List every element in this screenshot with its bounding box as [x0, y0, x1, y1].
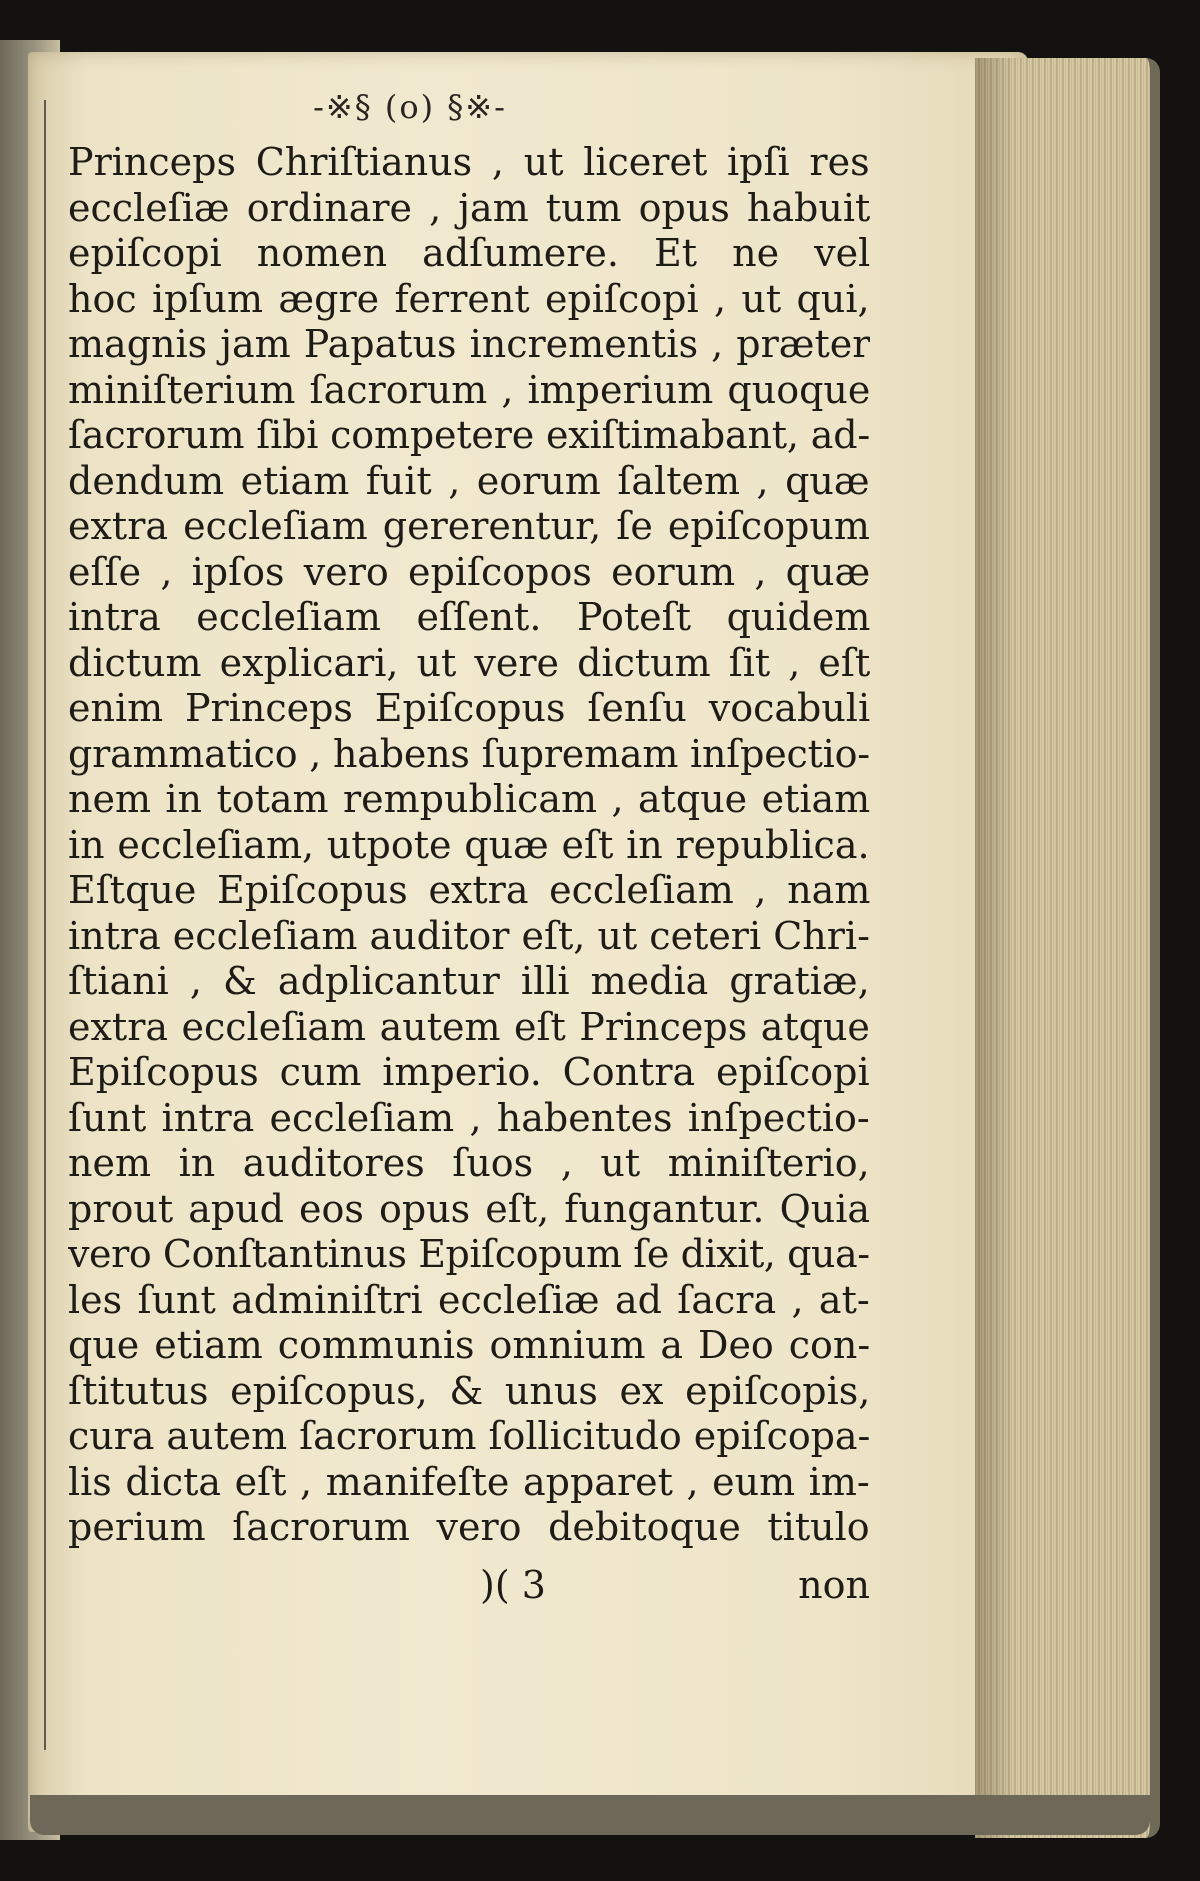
text-line: Epiſcopus cum imperio. Contra epiſcopi — [68, 1050, 870, 1094]
catchword: non — [798, 1563, 870, 1607]
page-edge-shadow — [975, 58, 1015, 1838]
text-line: dictum explicari, ut vere dictum ſit , eſt — [68, 640, 870, 685]
text-line: magnis jam Papatus incrementis , præter — [68, 322, 870, 366]
text-line: miniſterium ſacrorum , imperium quoque — [68, 367, 870, 412]
text-line: que etiam communis omnium a Deo con- — [68, 1323, 870, 1367]
text-line: lis dicta eſt , manifeſte apparet , eum im- — [68, 1459, 870, 1504]
gutter-line — [44, 100, 46, 1750]
text-line: extra eccleſiam gererentur, ſe epiſcopum — [68, 504, 870, 548]
page-body-text — [68, 140, 870, 1551]
text-line: enim Princeps Epiſcopus ſenſu vocabuli — [68, 686, 870, 730]
text-line: hoc ipſum ægre ferrent epiſcopi , ut qui, — [68, 276, 870, 321]
text-line: ſacrorum ſibi competere exiſtimabant, ad- — [68, 413, 870, 457]
text-line: Princeps Chriſtianus , ut liceret ipſi res — [68, 140, 870, 184]
text-line: grammatico , habens ſupremam inſpectio- — [68, 731, 870, 776]
text-line: intra eccleſiam auditor eſt, ut ceteri Chri- — [68, 913, 870, 958]
text-line: eccleſiæ ordinare , jam tum opus habuit — [68, 185, 870, 230]
text-line: ſtiani , & adplicantur illi media gratiæ, — [68, 959, 870, 1003]
text-line: epiſcopi nomen adſumere. Et ne vel — [68, 231, 870, 275]
text-line: les ſunt adminiſtri eccleſiæ ad ſacra , at- — [68, 1277, 870, 1322]
text-line: extra eccleſiam autem eſt Princeps atque — [68, 1004, 870, 1049]
text-line: vero Conſtantinus Epiſcopum ſe dixit, qua- — [68, 1232, 870, 1276]
text-line: intra eccleſiam eſſent. Poteſt quidem — [68, 595, 870, 639]
text-line: eſſe , ipſos vero epiſcopos eorum , quæ — [68, 549, 870, 594]
text-line: nem in totam rempublicam , atque etiam — [68, 777, 870, 821]
book-cover-bottom — [30, 1795, 1150, 1835]
running-head: -※§ (o) §※- — [313, 88, 507, 126]
text-line: prout apud eos opus eſt, fungantur. Quia — [68, 1186, 870, 1231]
text-line: ſtitutus epiſcopus, & unus ex epiſcopis, — [68, 1368, 870, 1413]
text-line: Eſtque Epiſcopus extra eccleſiam , nam — [68, 868, 870, 912]
text-line: cura autem ſacrorum ſollicitudo epiſcopa- — [68, 1414, 870, 1458]
text-line: nem in auditores ſuos , ut miniſterio, — [68, 1141, 870, 1185]
text-line: dendum etiam fuit , eorum ſaltem , quæ — [68, 458, 870, 503]
text-line: perium ſacrorum vero debitoque titulo — [68, 1505, 870, 1549]
text-line: ſunt intra eccleſiam , habentes inſpectio- — [68, 1095, 870, 1140]
signature-mark: )( 3 — [480, 1563, 546, 1607]
text-line: in eccleſiam, utpote quæ eſt in republica. — [68, 822, 870, 867]
